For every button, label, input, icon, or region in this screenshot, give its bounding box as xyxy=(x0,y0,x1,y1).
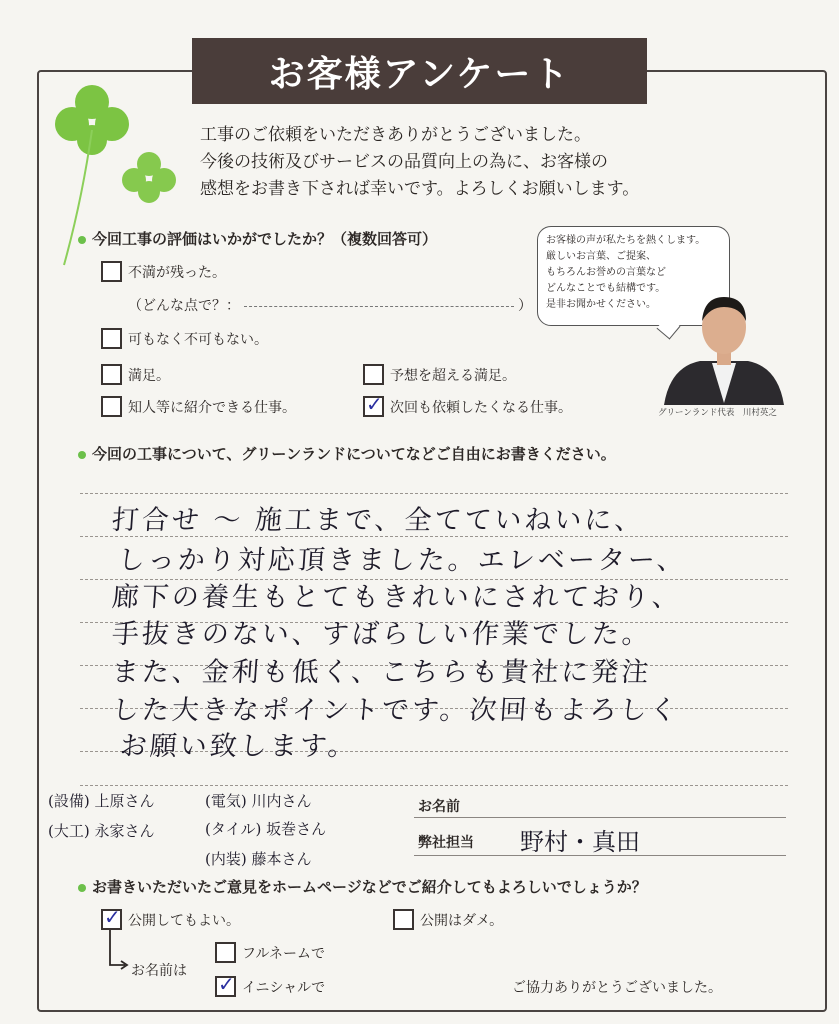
handwritten-line: また、金利も低く、こちらも貴社に発注 xyxy=(110,657,653,688)
representative-photo xyxy=(660,285,788,405)
option-label: 公開はダメ。 xyxy=(420,912,504,929)
bubble-line: お客様の声が私たちを熱くします。 xyxy=(546,235,706,246)
option-publish-ng[interactable] xyxy=(393,909,503,930)
checkbox[interactable] xyxy=(215,942,236,963)
checkbox[interactable] xyxy=(101,328,122,349)
staff-note: (タイル) 坂巻さん xyxy=(205,820,327,838)
intro-line: 工事のご依頼をいただきありがとうございました。 xyxy=(200,125,591,145)
handwritten-line: 打合せ ～ 施工まで、全てていねいに、 xyxy=(110,505,646,536)
bubble-line: 是非お聞かせください。 xyxy=(546,299,656,310)
writing-line xyxy=(80,493,788,494)
question-2-label: 今回の工事について、グリーンランドについてなどご自由にお書きください。 xyxy=(92,445,616,463)
detail-field[interactable] xyxy=(128,295,532,315)
option-beyond-expectation[interactable] xyxy=(363,364,516,385)
option-label: 次回も依頼したくなる仕事。 xyxy=(390,399,572,416)
option-label: イニシャルで xyxy=(242,979,326,996)
detail-open: （どんな点で？： xyxy=(128,298,240,314)
name-format-label: お名前は xyxy=(131,963,187,979)
checkbox[interactable] xyxy=(101,261,122,282)
option-label: フルネームで xyxy=(242,945,326,962)
checkbox[interactable] xyxy=(101,364,122,385)
checkbox-checked[interactable] xyxy=(363,396,384,417)
intro-text xyxy=(200,122,760,203)
option-initial[interactable] xyxy=(215,976,325,997)
intro-line: 今後の技術及びサービスの品質向上の為に、お客様の xyxy=(200,152,608,172)
bubble-line: 厳しいお言葉、ご提案、 xyxy=(546,251,656,262)
staff-note: (大工) 永家さん xyxy=(48,822,155,840)
option-neutral[interactable] xyxy=(101,328,268,349)
arrow-right-icon xyxy=(107,930,129,970)
option-recommendable[interactable] xyxy=(101,396,296,417)
question-2 xyxy=(78,443,616,464)
checkbox-checked[interactable] xyxy=(101,909,122,930)
option-satisfied[interactable] xyxy=(101,364,170,385)
bullet-icon xyxy=(78,236,86,244)
clover-small-icon xyxy=(120,150,178,208)
name-line xyxy=(414,817,786,818)
option-label: 公開してもよい。 xyxy=(128,912,240,929)
bullet-icon xyxy=(78,451,86,459)
question-1 xyxy=(78,228,437,249)
option-fullname[interactable] xyxy=(215,942,325,963)
writing-line xyxy=(80,785,788,786)
thanks-text: ご協力ありがとうございました。 xyxy=(512,980,722,996)
staff-note: (電気) 川内さん xyxy=(205,792,312,810)
option-label: 予想を超える満足。 xyxy=(390,367,516,384)
option-label: 満足。 xyxy=(128,367,170,384)
option-request-again[interactable] xyxy=(363,396,572,417)
option-dissatisfied[interactable] xyxy=(101,261,226,282)
handwritten-line: 廊下の養生もとてもきれいにされており、 xyxy=(110,582,683,613)
checkbox[interactable] xyxy=(393,909,414,930)
name-label: お名前 xyxy=(418,799,460,815)
bubble-line: もちろんお誉めの言葉など xyxy=(546,267,666,278)
option-label: 知人等に紹介できる仕事。 xyxy=(128,399,296,416)
option-label: 不満が残った。 xyxy=(128,264,226,281)
question-3 xyxy=(78,876,647,897)
intro-line: 感想をお書き下されば幸いです。よろしくお願いします。 xyxy=(200,179,640,199)
photo-caption: グリーンランド代表 川村英之 xyxy=(658,408,777,418)
bullet-icon xyxy=(78,884,86,892)
checkbox[interactable] xyxy=(101,396,122,417)
handwritten-line: お願い致します。 xyxy=(118,731,359,762)
staff-note: (設備) 上原さん xyxy=(48,792,155,810)
checkbox-checked[interactable] xyxy=(215,976,236,997)
staff-signature: 野村・真田 xyxy=(520,828,640,856)
staff-label: 弊社担当 xyxy=(418,835,474,851)
option-label: 可もなく不可もない。 xyxy=(128,331,268,348)
detail-close: ） xyxy=(518,298,532,314)
checkbox[interactable] xyxy=(363,364,384,385)
handwritten-line: 手抜きのない、すばらしい作業でした。 xyxy=(110,619,653,650)
bubble-line: どんなことでも結構です。 xyxy=(546,283,666,294)
handwritten-line: した大きなポイントです。次回もよろしく xyxy=(110,695,681,726)
staff-note: (内装) 藤本さん xyxy=(205,850,312,868)
question-3-label: お書きいただいたご意見をホームページなどでご紹介してもよろしいでしょうか？ xyxy=(92,878,647,896)
option-publish-ok[interactable] xyxy=(101,909,240,930)
detail-underline xyxy=(244,306,514,307)
page-title: お客様アンケート xyxy=(192,38,647,104)
handwritten-line: しっかり対応頂きました。エレベーター、 xyxy=(116,545,688,576)
question-1-label: 今回工事の評価はいかがでしたか？（複数回答可） xyxy=(92,230,438,248)
